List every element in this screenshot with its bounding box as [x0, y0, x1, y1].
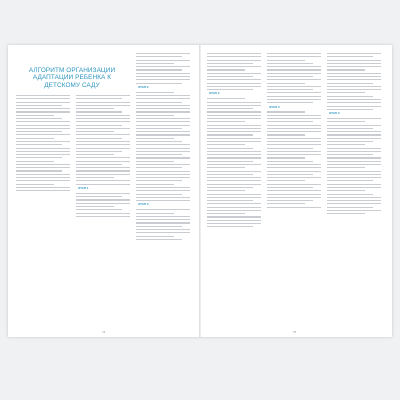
text-line-placeholder — [16, 138, 54, 139]
text-line-placeholder — [207, 115, 261, 116]
text-line-placeholder — [76, 111, 122, 112]
text-line-placeholder — [16, 121, 70, 122]
text-line-placeholder — [76, 154, 114, 155]
text-line-placeholder — [207, 187, 253, 188]
text-line-placeholder — [76, 141, 130, 142]
left-column-2 — [76, 95, 130, 219]
text-line-placeholder — [207, 190, 245, 191]
text-line-placeholder — [327, 164, 381, 165]
text-line-placeholder — [267, 56, 321, 57]
text-line-placeholder — [327, 167, 365, 168]
text-line-placeholder — [136, 209, 190, 210]
text-line-placeholder — [76, 213, 130, 214]
text-line-placeholder — [327, 207, 373, 208]
text-line-placeholder — [76, 105, 130, 106]
text-line-placeholder — [327, 138, 381, 139]
text-line-placeholder — [207, 53, 261, 54]
text-line-placeholder — [136, 151, 190, 152]
text-line-placeholder — [76, 180, 130, 181]
text-line-placeholder — [136, 66, 190, 67]
text-line-placeholder — [327, 53, 381, 54]
text-line-placeholder — [136, 102, 182, 103]
text-line-placeholder — [76, 216, 130, 217]
text-line-placeholder — [267, 115, 321, 116]
text-line-placeholder — [327, 134, 381, 135]
text-line-placeholder — [267, 92, 321, 93]
text-line-placeholder — [76, 196, 122, 197]
text-line-placeholder — [16, 184, 54, 185]
text-line-placeholder — [327, 89, 381, 90]
text-line-placeholder — [76, 151, 122, 152]
text-line-placeholder — [267, 164, 321, 165]
text-line-placeholder — [76, 121, 130, 122]
text-line-placeholder — [16, 190, 70, 191]
text-line-placeholder — [327, 60, 381, 61]
text-line-placeholder — [207, 167, 245, 168]
text-line-placeholder — [136, 131, 190, 132]
text-line-placeholder — [16, 118, 62, 119]
text-line-placeholder — [267, 111, 305, 112]
text-line-placeholder — [327, 161, 381, 162]
text-line-placeholder — [136, 128, 182, 129]
text-line-placeholder — [267, 207, 321, 208]
text-line-placeholder — [267, 69, 321, 70]
text-line-placeholder — [76, 134, 130, 135]
text-line-placeholder — [207, 63, 253, 64]
text-line-placeholder — [267, 118, 321, 119]
text-line-placeholder — [267, 194, 321, 195]
text-line-placeholder — [136, 216, 190, 217]
text-line-placeholder — [136, 190, 190, 191]
text-line-placeholder — [267, 99, 321, 100]
text-line-placeholder — [207, 207, 261, 208]
text-line-placeholder — [267, 134, 305, 135]
stage-heading: ЭТАП 2 — [138, 84, 149, 89]
text-line-placeholder — [327, 210, 381, 211]
text-line-placeholder — [327, 121, 365, 122]
text-line-placeholder — [327, 76, 381, 77]
text-line-placeholder — [207, 118, 261, 119]
text-line-placeholder — [207, 76, 253, 77]
text-line-placeholder — [136, 164, 190, 165]
text-line-placeholder — [207, 111, 261, 112]
text-line-placeholder — [136, 197, 190, 198]
text-line-placeholder — [327, 92, 365, 93]
text-line-placeholder — [207, 200, 253, 201]
text-line-placeholder — [76, 209, 122, 210]
text-line-placeholder — [76, 138, 122, 139]
text-line-placeholder — [16, 125, 70, 126]
text-line-placeholder — [267, 148, 313, 149]
text-line-placeholder — [207, 203, 261, 204]
text-line-placeholder — [136, 138, 174, 139]
text-line-placeholder — [207, 151, 261, 152]
text-line-placeholder — [207, 197, 261, 198]
stage-heading: ЭТАП 3 — [269, 104, 280, 109]
text-line-placeholder — [136, 167, 182, 168]
text-line-placeholder — [207, 108, 253, 109]
text-line-placeholder — [76, 131, 114, 132]
text-line-placeholder — [16, 154, 70, 155]
text-line-placeholder — [76, 164, 122, 165]
text-line-placeholder — [327, 83, 373, 84]
text-line-placeholder — [207, 128, 261, 129]
text-line-placeholder — [207, 73, 261, 74]
text-line-placeholder — [327, 148, 381, 149]
text-line-placeholder — [267, 171, 321, 172]
text-line-placeholder — [327, 69, 365, 70]
text-line-placeholder — [207, 141, 261, 142]
text-line-placeholder — [267, 141, 321, 142]
text-line-placeholder — [76, 128, 130, 129]
text-line-placeholder — [327, 154, 373, 155]
text-line-placeholder — [267, 53, 321, 54]
text-line-placeholder — [76, 118, 130, 119]
text-line-placeholder — [207, 131, 261, 132]
text-line-placeholder — [267, 200, 313, 201]
text-line-placeholder — [207, 184, 261, 185]
text-line-placeholder — [16, 151, 70, 152]
text-line-placeholder — [16, 161, 54, 162]
page-number-left: 74 — [102, 330, 106, 334]
text-line-placeholder — [327, 184, 381, 185]
text-line-placeholder — [76, 184, 130, 185]
text-line-placeholder — [76, 98, 122, 99]
text-line-placeholder — [136, 213, 174, 214]
page-number-right: 75 — [293, 330, 297, 334]
text-line-placeholder — [76, 115, 130, 116]
text-line-placeholder — [207, 194, 261, 195]
text-line-placeholder — [76, 206, 114, 207]
text-line-placeholder — [76, 148, 130, 149]
text-line-placeholder — [136, 232, 190, 233]
text-line-placeholder — [136, 236, 174, 237]
text-line-placeholder — [327, 213, 365, 214]
text-line-placeholder — [136, 69, 182, 70]
text-line-placeholder — [327, 171, 381, 172]
text-line-placeholder — [136, 95, 190, 96]
text-line-placeholder — [76, 157, 130, 158]
left-column-1 — [16, 95, 70, 193]
text-line-placeholder — [327, 203, 381, 204]
text-line-placeholder — [76, 144, 130, 145]
text-line-placeholder — [267, 60, 305, 61]
text-line-placeholder — [76, 102, 130, 103]
text-line-placeholder — [136, 63, 174, 64]
text-line-placeholder — [16, 144, 62, 145]
text-line-placeholder — [267, 86, 321, 87]
text-line-placeholder — [136, 121, 190, 122]
text-line-placeholder — [327, 194, 373, 195]
text-line-placeholder — [327, 63, 381, 64]
text-line-placeholder — [267, 161, 313, 162]
text-line-placeholder — [136, 105, 190, 106]
stage-heading: ЭТАП 3 — [138, 202, 149, 207]
text-line-placeholder — [267, 79, 321, 80]
stage-heading: ЭТАП 2 — [209, 91, 220, 96]
text-line-placeholder — [136, 184, 174, 185]
text-line-placeholder — [327, 79, 381, 80]
text-line-placeholder — [136, 125, 190, 126]
text-line-placeholder — [136, 222, 190, 223]
text-line-placeholder — [136, 115, 174, 116]
text-line-placeholder — [16, 180, 70, 181]
text-line-placeholder — [327, 177, 381, 178]
text-line-placeholder — [267, 180, 305, 181]
text-line-placeholder — [207, 157, 261, 158]
text-line-placeholder — [327, 197, 381, 198]
text-line-placeholder — [267, 154, 321, 155]
text-line-placeholder — [16, 157, 62, 158]
text-line-placeholder — [16, 95, 70, 96]
text-line-placeholder — [16, 105, 62, 106]
left-page — [8, 45, 199, 337]
text-line-placeholder — [136, 83, 182, 84]
text-line-placeholder — [267, 131, 321, 132]
text-line-placeholder — [76, 167, 130, 168]
text-line-placeholder — [327, 118, 381, 119]
document-title: АЛГОРИТМ ОРГАНИЗАЦИИ АДАПТАЦИИ РЕБЕНКА К ДЕТСКОМУ САДУ — [28, 67, 116, 89]
text-line-placeholder — [207, 66, 261, 67]
text-line-placeholder — [16, 111, 70, 112]
text-line-placeholder — [327, 190, 365, 191]
text-line-placeholder — [207, 213, 245, 214]
text-line-placeholder — [327, 125, 381, 126]
text-line-placeholder — [327, 73, 381, 74]
text-line-placeholder — [207, 79, 261, 80]
text-line-placeholder — [207, 144, 245, 145]
text-line-placeholder — [327, 99, 381, 100]
text-line-placeholder — [207, 60, 261, 61]
text-line-placeholder — [136, 200, 190, 201]
text-line-placeholder — [267, 125, 321, 126]
text-line-placeholder — [16, 170, 62, 171]
text-line-placeholder — [267, 102, 313, 103]
text-line-placeholder — [136, 157, 190, 158]
stage-heading: ЭТАП 3 — [329, 111, 340, 116]
text-line-placeholder — [207, 216, 261, 217]
text-line-placeholder — [267, 138, 321, 139]
text-line-placeholder — [16, 98, 70, 99]
text-line-placeholder — [207, 226, 253, 227]
text-line-placeholder — [76, 170, 130, 171]
text-line-placeholder — [16, 128, 70, 129]
right-page — [201, 45, 392, 337]
text-line-placeholder — [267, 83, 305, 84]
text-line-placeholder — [267, 76, 313, 77]
text-line-placeholder — [327, 151, 381, 152]
text-line-placeholder — [76, 199, 130, 200]
text-line-placeholder — [327, 174, 381, 175]
text-line-placeholder — [76, 125, 122, 126]
text-line-placeholder — [136, 161, 174, 162]
text-line-placeholder — [207, 102, 261, 103]
text-line-placeholder — [207, 121, 245, 122]
text-line-placeholder — [136, 111, 190, 112]
text-line-placeholder — [76, 177, 114, 178]
text-line-placeholder — [16, 174, 70, 175]
text-line-placeholder — [207, 105, 261, 106]
text-line-placeholder — [76, 193, 130, 194]
text-line-placeholder — [136, 108, 190, 109]
text-line-placeholder — [76, 203, 130, 204]
text-line-placeholder — [136, 187, 190, 188]
text-line-placeholder — [136, 92, 174, 93]
text-line-placeholder — [136, 154, 182, 155]
text-line-placeholder — [207, 223, 261, 224]
text-line-placeholder — [267, 89, 313, 90]
text-line-placeholder — [267, 144, 321, 145]
text-line-placeholder — [207, 138, 261, 139]
text-line-placeholder — [267, 167, 321, 168]
text-line-placeholder — [327, 86, 381, 87]
text-line-placeholder — [136, 56, 182, 57]
text-line-placeholder — [267, 121, 313, 122]
text-line-placeholder — [267, 197, 321, 198]
text-line-placeholder — [327, 56, 373, 57]
document-spread — [8, 45, 392, 337]
text-line-placeholder — [16, 131, 62, 132]
text-line-placeholder — [267, 184, 321, 185]
text-line-placeholder — [327, 66, 381, 67]
text-line-placeholder — [327, 187, 381, 188]
text-line-placeholder — [267, 151, 321, 152]
text-line-placeholder — [136, 171, 190, 172]
text-line-placeholder — [207, 98, 245, 99]
stage-heading: ЭТАП 1 — [78, 185, 89, 190]
text-line-placeholder — [267, 177, 321, 178]
text-line-placeholder — [136, 53, 190, 54]
text-line-placeholder — [267, 96, 321, 97]
text-line-placeholder — [327, 106, 381, 107]
text-line-placeholder — [207, 89, 253, 90]
text-line-placeholder — [207, 154, 261, 155]
text-line-placeholder — [16, 177, 70, 178]
text-line-placeholder — [16, 108, 70, 109]
text-line-placeholder — [136, 76, 190, 77]
text-line-placeholder — [136, 219, 190, 220]
text-line-placeholder — [207, 56, 261, 57]
text-line-placeholder — [267, 187, 313, 188]
text-line-placeholder — [327, 200, 381, 201]
text-line-placeholder — [327, 109, 373, 110]
text-line-placeholder — [16, 164, 70, 165]
text-line-placeholder — [207, 210, 261, 211]
text-line-placeholder — [207, 174, 253, 175]
text-line-placeholder — [207, 134, 253, 135]
text-line-placeholder — [136, 141, 182, 142]
text-line-placeholder — [207, 148, 253, 149]
text-line-placeholder — [207, 83, 261, 84]
text-line-placeholder — [327, 131, 381, 132]
text-line-placeholder — [267, 157, 305, 158]
text-line-placeholder — [136, 118, 190, 119]
text-line-placeholder — [16, 141, 70, 142]
right-column-3 — [327, 53, 381, 216]
text-line-placeholder — [16, 148, 70, 149]
text-line-placeholder — [207, 164, 261, 165]
right-column-2 — [267, 53, 321, 210]
text-line-placeholder — [136, 177, 190, 178]
text-line-placeholder — [327, 102, 381, 103]
text-line-placeholder — [267, 190, 321, 191]
text-line-placeholder — [136, 148, 190, 149]
text-line-placeholder — [327, 180, 373, 181]
text-line-placeholder — [76, 161, 130, 162]
text-line-placeholder — [136, 144, 190, 145]
text-line-placeholder — [76, 174, 130, 175]
text-line-placeholder — [267, 128, 321, 129]
text-line-placeholder — [16, 134, 70, 135]
text-line-placeholder — [16, 115, 54, 116]
text-line-placeholder — [76, 108, 114, 109]
text-line-placeholder — [136, 174, 190, 175]
text-line-placeholder — [76, 95, 130, 96]
text-line-placeholder — [267, 66, 321, 67]
text-line-placeholder — [136, 226, 182, 227]
text-line-placeholder — [207, 125, 261, 126]
text-line-placeholder — [327, 128, 373, 129]
text-line-placeholder — [136, 180, 182, 181]
right-column-1 — [207, 53, 261, 230]
text-line-placeholder — [136, 60, 190, 61]
text-line-placeholder — [267, 203, 305, 204]
text-line-placeholder — [16, 167, 70, 168]
text-line-placeholder — [16, 102, 70, 103]
text-line-placeholder — [267, 63, 313, 64]
text-line-placeholder — [136, 98, 190, 99]
text-line-placeholder — [327, 96, 373, 97]
text-line-placeholder — [207, 220, 261, 221]
text-line-placeholder — [16, 187, 70, 188]
text-line-placeholder — [136, 229, 190, 230]
text-line-placeholder — [207, 171, 261, 172]
text-line-placeholder — [207, 86, 261, 87]
text-line-placeholder — [136, 134, 190, 135]
text-line-placeholder — [207, 180, 261, 181]
left-column-3 — [136, 53, 190, 242]
text-line-placeholder — [327, 144, 365, 145]
text-line-placeholder — [207, 69, 245, 70]
text-line-placeholder — [327, 157, 381, 158]
text-line-placeholder — [267, 73, 321, 74]
text-line-placeholder — [207, 177, 261, 178]
text-line-placeholder — [136, 73, 190, 74]
text-line-placeholder — [207, 161, 253, 162]
text-line-placeholder — [136, 194, 182, 195]
text-line-placeholder — [136, 79, 190, 80]
text-line-placeholder — [327, 141, 373, 142]
text-line-placeholder — [136, 239, 182, 240]
text-line-placeholder — [267, 174, 313, 175]
